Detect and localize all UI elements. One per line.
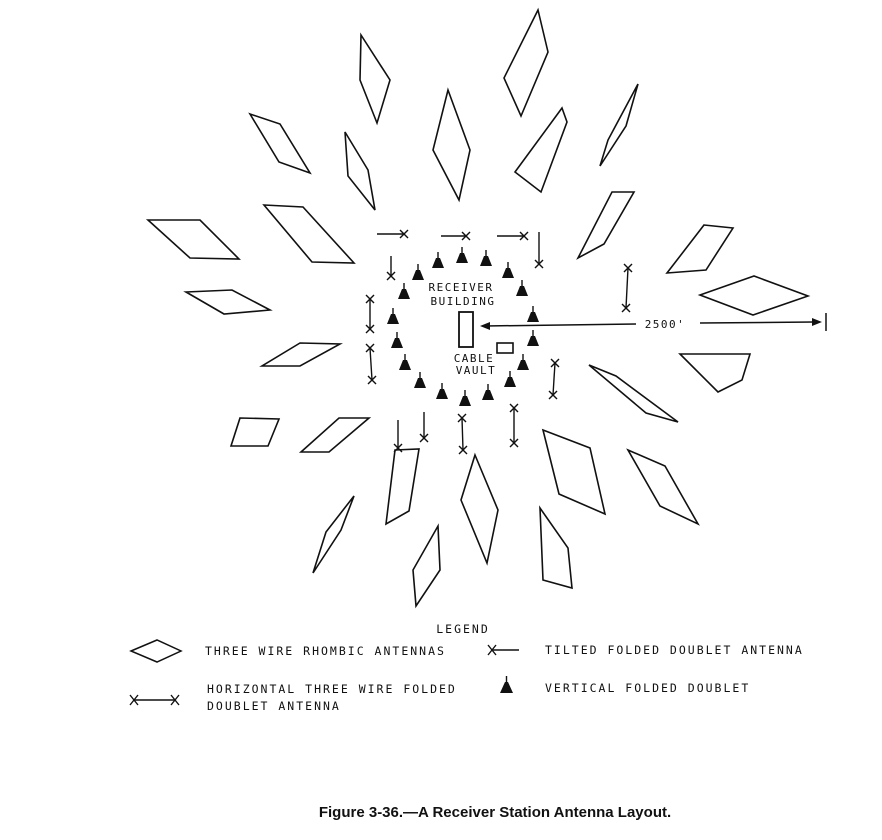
legend-horizontal-label-2: DOUBLET ANTENNA	[207, 699, 341, 713]
cable-vault	[497, 343, 513, 353]
rhombic-antenna	[313, 496, 354, 573]
legend-horizontal-label-1: HORIZONTAL THREE WIRE FOLDED	[207, 682, 457, 696]
rhombic-antenna	[543, 430, 605, 514]
legend-title: LEGEND	[436, 622, 490, 636]
rhombic-antenna	[578, 192, 634, 258]
vertical-doublet	[527, 306, 539, 322]
rhombic-antenna	[540, 508, 572, 588]
rhombic-antenna	[148, 220, 239, 259]
receiver-label-1: RECEIVER	[428, 281, 494, 294]
legend-rhombic-label: THREE WIRE RHOMBIC ANTENNAS	[205, 644, 446, 658]
rhombic-antenna	[186, 290, 270, 314]
folded-doublet	[420, 412, 428, 442]
folded-doublet	[366, 295, 374, 333]
rhombic-antennas	[148, 10, 808, 606]
vertical-doublet	[412, 264, 424, 280]
rhombic-antenna	[386, 449, 419, 524]
rhombic-antenna	[250, 114, 310, 173]
rhombic-antenna	[231, 418, 279, 446]
rhombic-antenna	[515, 108, 567, 192]
vertical-doublet	[436, 383, 448, 399]
rhombic-antenna	[262, 343, 340, 366]
receiver-label-2: BUILDING	[430, 295, 496, 308]
folded-doublet	[377, 230, 408, 238]
legend-tilted-label: TILTED FOLDED DOUBLET ANTENNA	[545, 643, 804, 657]
vertical-doublet	[504, 371, 516, 387]
figure-caption: Figure 3-36.—A Receiver Station Antenna Layout.	[318, 804, 672, 821]
distance-label: 2500'	[644, 318, 686, 331]
rhombic-antenna	[667, 225, 733, 273]
vertical-doublet	[459, 390, 471, 406]
legend-tilted-icon	[488, 645, 519, 655]
rhombic-antenna	[600, 84, 638, 166]
vertical-doublet	[502, 262, 514, 278]
rhombic-antenna	[345, 132, 375, 210]
vertical-doublet	[517, 354, 529, 370]
folded-doublet	[458, 414, 467, 454]
legend-vertical-label: VERTICAL FOLDED DOUBLET	[545, 681, 751, 695]
rhombic-antenna	[589, 365, 678, 422]
rhombic-antenna	[433, 90, 470, 200]
folded-doublet	[549, 359, 559, 399]
vertical-doublet	[456, 247, 468, 263]
folded-doublet	[366, 344, 376, 384]
folded-doublet	[394, 420, 402, 452]
vertical-doublet	[516, 280, 528, 296]
rhombic-antenna	[700, 276, 808, 315]
rhombic-antenna	[301, 418, 369, 452]
vertical-doublet	[398, 283, 410, 299]
rhombic-antenna	[360, 35, 390, 123]
cable-vault-label-2: VAULT	[455, 364, 497, 377]
folded-doublet	[535, 232, 543, 268]
vertical-doublet	[391, 332, 403, 348]
rhombic-antenna	[461, 455, 498, 563]
vertical-doublet	[387, 308, 399, 324]
vertical-doublet	[399, 354, 411, 370]
vertical-doublet	[480, 250, 492, 266]
vertical-doublet	[432, 252, 444, 268]
vertical-doublets	[387, 247, 539, 406]
folded-doublet	[441, 232, 470, 240]
receiver-building	[459, 312, 473, 347]
legend-rhombic-icon	[131, 640, 181, 662]
legend-vertical-icon	[500, 676, 513, 693]
folded-doublet	[510, 404, 518, 447]
horizontal-doublets	[366, 230, 632, 454]
vertical-doublet	[482, 384, 494, 400]
folded-doublet	[387, 256, 395, 280]
legend-horizontal-icon	[130, 695, 179, 705]
cable-vault-label-1: CABLE	[453, 352, 495, 365]
rhombic-antenna	[628, 450, 698, 524]
rhombic-antenna	[264, 205, 354, 263]
rhombic-antenna	[680, 354, 750, 392]
rhombic-antenna	[504, 10, 548, 116]
folded-doublet	[622, 264, 632, 312]
vertical-doublet	[414, 372, 426, 388]
folded-doublet	[497, 232, 528, 240]
vertical-doublet	[527, 330, 539, 346]
rhombic-antenna	[413, 526, 440, 606]
